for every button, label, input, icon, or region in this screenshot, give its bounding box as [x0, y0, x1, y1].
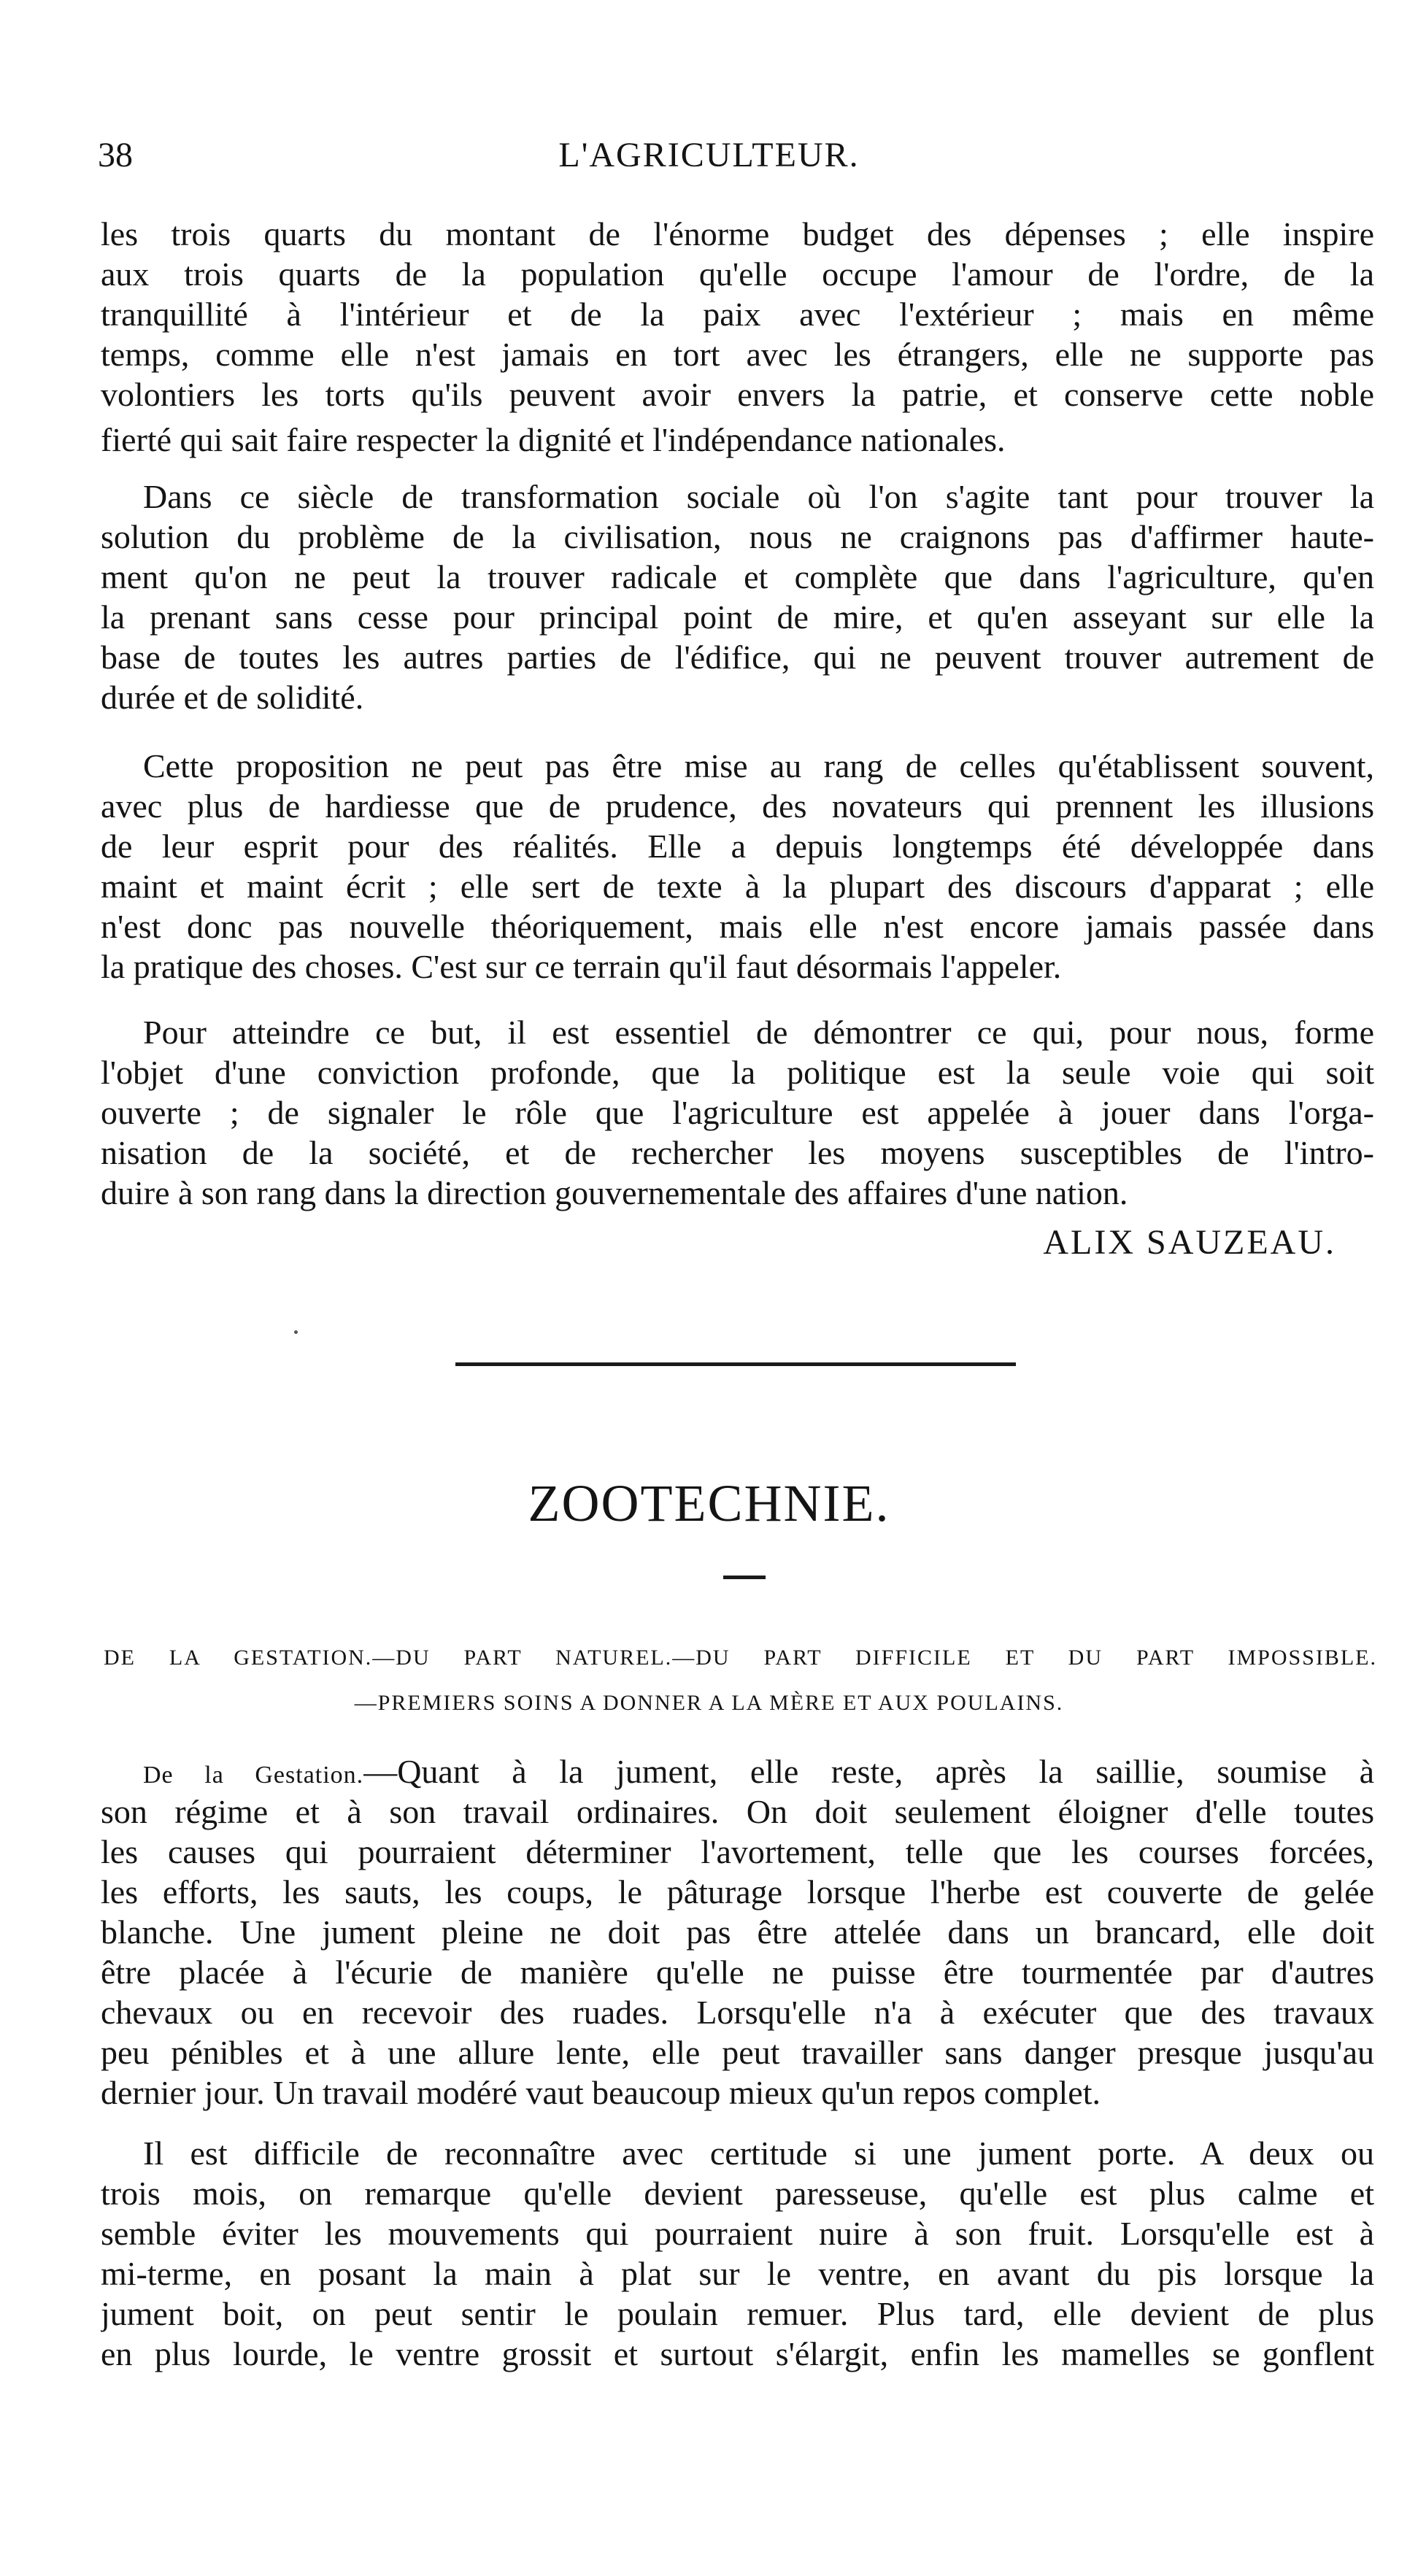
text-line: être placée à l'écurie de manière qu'elle ne puisse être tourmentée par d'autres	[101, 1954, 1374, 1991]
text-line: de leur esprit pour des réalités. Elle a depuis longtemps été développée dans	[101, 828, 1374, 865]
zootechnie-paragraph-1	[101, 1751, 1374, 2113]
text-line: les trois quarts du montant de l'énorme budget des dépenses ; elle inspire	[101, 215, 1374, 252]
article-paragraph-1	[101, 214, 1374, 460]
text-line: les efforts, les sauts, les coups, le pâturage lorsque l'herbe est couverte de gelée	[101, 1873, 1374, 1910]
text-line: durée et de solidité.	[101, 679, 364, 716]
text-line: volontiers les torts qu'ils peuvent avoir envers la patrie, et conserve cette noble	[101, 376, 1374, 413]
ink-speck	[294, 1330, 298, 1334]
text-line: trois mois, on remarque qu'elle devient paresseuse, qu'elle est plus calme et	[101, 2175, 1374, 2212]
text-line: l'objet d'une conviction profonde, que la politique est la seule voie qui soit	[101, 1054, 1374, 1091]
running-title: L'AGRICULTEUR.	[558, 136, 860, 174]
text-line: Pour atteindre ce but, il est essentiel de démontrer ce qui, pour nous, forme	[143, 1014, 1374, 1051]
text-line: nisation de la société, et de rechercher les moyens susceptibles de l'intro-	[101, 1134, 1374, 1171]
text-line: Il est difficile de reconnaître avec certitude si une jument porte. A deux ou	[143, 2135, 1374, 2172]
text-line: blanche. Une jument pleine ne doit pas être attelée dans un brancard, elle doit	[101, 1913, 1374, 1951]
text-line: ouverte ; de signaler le rôle que l'agriculture est appelée à jouer dans l'orga-	[101, 1094, 1374, 1131]
text-line: tranquillité à l'intérieur et de la paix avec l'extérieur ; mais en même	[101, 296, 1374, 333]
text-line: dernier jour. Un travail modéré vaut beaucoup mieux qu'un repos complet.	[101, 2074, 1101, 2111]
text-run: —Quant à la jument, elle reste, après la saillie, soumise à	[363, 1753, 1374, 1790]
text-line: jument boit, on peut sentir le poulain remuer. Plus tard, elle devient de plus	[101, 2295, 1374, 2332]
text-line: semble éviter les mouvements qui pourraient nuire à son fruit. Lorsqu'elle est à	[101, 2215, 1374, 2252]
text-line: son régime et à son travail ordinaires. On doit seulement éloigner d'elle toutes	[101, 1793, 1374, 1830]
section-subheading-line: —PREMIERS SOINS A DONNER A LA MÈRE ET AUX POULAINS.	[354, 1691, 1064, 1715]
section-title: ZOOTECHNIE.	[528, 1474, 890, 1532]
article-paragraph-4	[101, 1012, 1374, 1213]
page-header	[0, 135, 1418, 186]
section-subheading-line: DE LA GESTATION.—DU PART NATUREL.—DU PART DIFFICILE ET DU PART IMPOSSIBLE.	[104, 1646, 1377, 1670]
text-line: base de toutes les autres parties de l'édifice, qui ne peuvent trouver autrement de	[101, 639, 1374, 676]
page-number: 38	[98, 136, 133, 174]
text-line: chevaux ou en recevoir des ruades. Lorsqu'elle n'a à exécuter que des travaux	[101, 1994, 1374, 2031]
text-line: maint et maint écrit ; elle sert de texte à la plupart des discours d'apparat ; elle	[101, 868, 1374, 905]
text-line: les causes qui pourraient déterminer l'avortement, telle que les courses forcées,	[101, 1833, 1374, 1870]
article-paragraph-3	[101, 746, 1374, 987]
text-line: fierté qui sait faire respecter la dignité et l'indépendance nationales.	[101, 421, 1006, 458]
article-paragraph-2	[101, 477, 1374, 717]
text-line	[101, 1751, 1374, 1792]
zootechnie-paragraph-2	[101, 2133, 1374, 2374]
text-line: en plus lourde, le ventre grossit et surtout s'élargit, enfin les mamelles se gonflent	[101, 2335, 1374, 2372]
text-line: aux trois quarts de la population qu'elle occupe l'amour de l'ordre, de la	[101, 255, 1374, 293]
text-line: n'est donc pas nouvelle théoriquement, mais elle n'est encore jamais passée dans	[101, 908, 1374, 945]
run-in-heading: De la Gestation.	[143, 1762, 364, 1789]
text-line: Dans ce siècle de transformation sociale où l'on s'agite tant pour trouver la	[143, 478, 1374, 515]
text-line: duire à son rang dans la direction gouvernementale des affaires d'une nation.	[101, 1174, 1128, 1211]
section-divider	[455, 1362, 1016, 1366]
text-line: Cette proposition ne peut pas être mise au rang de celles qu'établissent souvent,	[143, 747, 1374, 784]
text-line: peu pénibles et à une allure lente, elle peut travailler sans danger presque jusqu'au	[101, 2034, 1374, 2071]
text-line: solution du problème de la civilisation, nous ne craignons pas d'affirmer haute-	[101, 518, 1374, 555]
text-line: la pratique des choses. C'est sur ce terrain qu'il faut désormais l'appeler.	[101, 948, 1062, 985]
text-line: la prenant sans cesse pour principal point de mire, et qu'en asseyant sur elle la	[101, 598, 1374, 636]
text-line: temps, comme elle n'est jamais en tort avec les étrangers, elle ne supporte pas	[101, 336, 1374, 373]
text-line: ment qu'on ne peut la trouver radicale et complète que dans l'agriculture, qu'en	[101, 558, 1374, 595]
text-line: avec plus de hardiesse que de prudence, des novateurs qui prennent les illusions	[101, 787, 1374, 825]
author-signature: ALIX SAUZEAU.	[1043, 1223, 1336, 1262]
title-dash	[723, 1576, 766, 1579]
text-line: mi-terme, en posant la main à plat sur le ventre, en avant du pis lorsque la	[101, 2255, 1374, 2292]
